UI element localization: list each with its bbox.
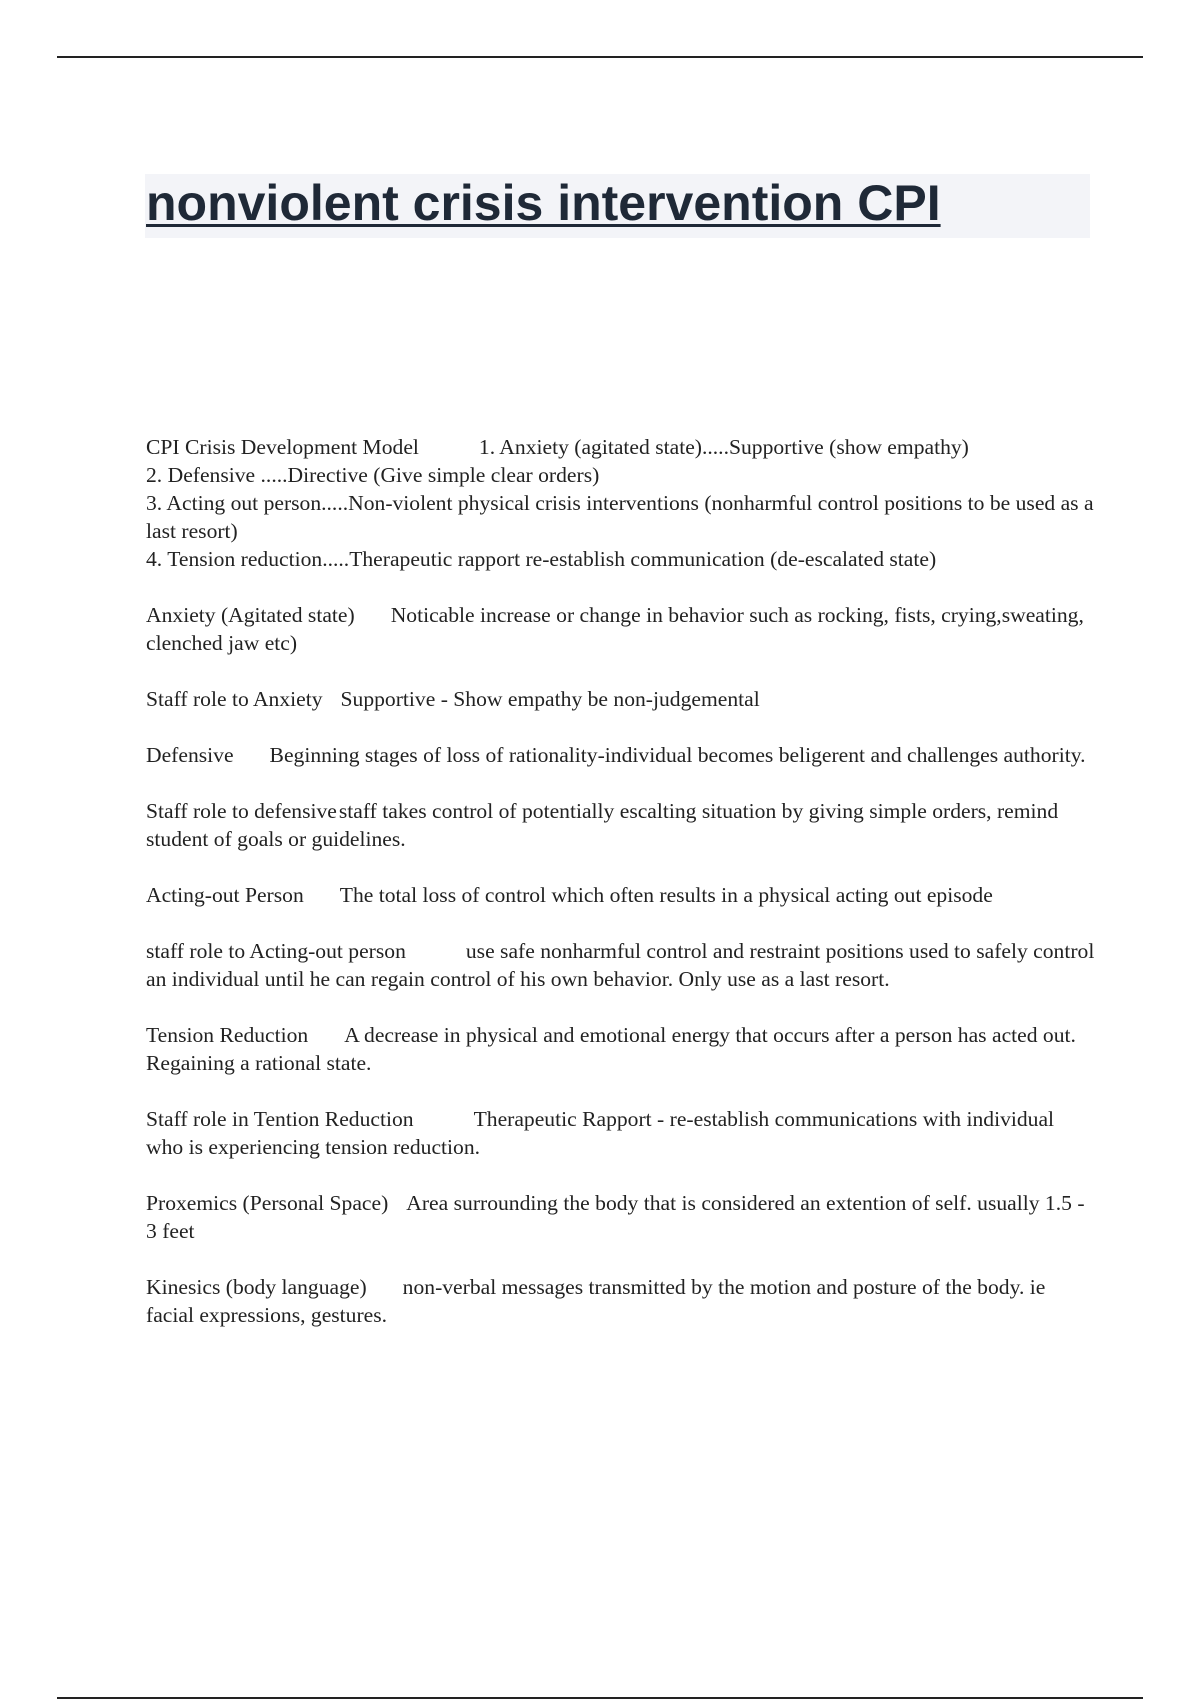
document-title: nonviolent crisis intervention CPI <box>146 175 941 231</box>
entry-definition: Area surrounding the body that is considered an extention of self. usually 1.5 - 3 feet <box>146 1191 1085 1243</box>
flashcard-entry <box>146 1189 1096 1245</box>
entry-definition: use safe nonharmful control and restraint positions used to safely control an individual until he can regain control of his own behavior. Only use as a last resort. <box>146 939 1095 991</box>
entry-term: Kinesics (body language) <box>146 1275 367 1299</box>
crisis-model-entry <box>146 433 1096 573</box>
entry-term: staff role to Acting-out person <box>146 939 406 963</box>
entry-term: Staff role in Tention Reduction <box>146 1107 414 1131</box>
flashcard-entry <box>146 1105 1096 1161</box>
model-line: 2. Defensive .....Directive (Give simple clear orders) <box>146 463 600 487</box>
flashcard-entry <box>146 881 1096 909</box>
bottom-divider <box>57 1697 1143 1699</box>
entry-term: CPI Crisis Development Model <box>146 435 419 459</box>
flashcard-entry <box>146 937 1096 993</box>
entry-term: Defensive <box>146 743 234 767</box>
entry-term: Staff role to defensive <box>146 799 337 823</box>
entry-term: Staff role to Anxiety <box>146 687 323 711</box>
flashcard-entry <box>146 601 1096 657</box>
entry-term: Acting-out Person <box>146 883 304 907</box>
flashcard-entry <box>146 797 1096 853</box>
model-line <box>146 433 1096 461</box>
flashcard-entry <box>146 1273 1096 1329</box>
flashcard-entry <box>146 741 1096 769</box>
flashcard-entry <box>146 685 1096 713</box>
entry-definition: The total loss of control which often results in a physical acting out episode <box>339 883 993 907</box>
entry-term: Tension Reduction <box>146 1023 309 1047</box>
entry-definition: Beginning stages of loss of rationality-individual becomes beligerent and challenges authority. <box>269 743 1086 767</box>
entry-definition: Noticable increase or change in behavior such as rocking, fists, crying,sweating, clenched jaw etc) <box>146 603 1084 655</box>
entry-definition: staff takes control of potentially escalting situation by giving simple orders, remind student of goals or guidelines. <box>146 799 1059 851</box>
entry-definition: A decrease in physical and emotional energy that occurs after a person has acted out. Regaining a rational state. <box>146 1023 1076 1075</box>
entry-term: Anxiety (Agitated state) <box>146 603 355 627</box>
flashcard-list <box>146 433 1096 1357</box>
entry-definition: non-verbal messages transmitted by the motion and posture of the body. ie facial expressions, gestures. <box>146 1275 1046 1327</box>
entry-definition: Therapeutic Rapport - re-establish communications with individual who is experiencing tension reduction. <box>146 1107 1055 1159</box>
flashcard-entry <box>146 1021 1096 1077</box>
entry-definition: Supportive - Show empathy be non-judgemental <box>340 687 760 711</box>
entry-term: Proxemics (Personal Space) <box>146 1191 389 1215</box>
model-line: 4. Tension reduction.....Therapeutic rapport re-establish communication (de-escalated state) <box>146 547 937 571</box>
entry-definition: 1. Anxiety (agitated state).....Supportive (show empathy) <box>478 435 969 459</box>
model-line: 3. Acting out person.....Non-violent physical crisis interventions (nonharmful control positions to be used as a last resort) <box>146 491 1094 543</box>
top-divider <box>57 56 1143 58</box>
